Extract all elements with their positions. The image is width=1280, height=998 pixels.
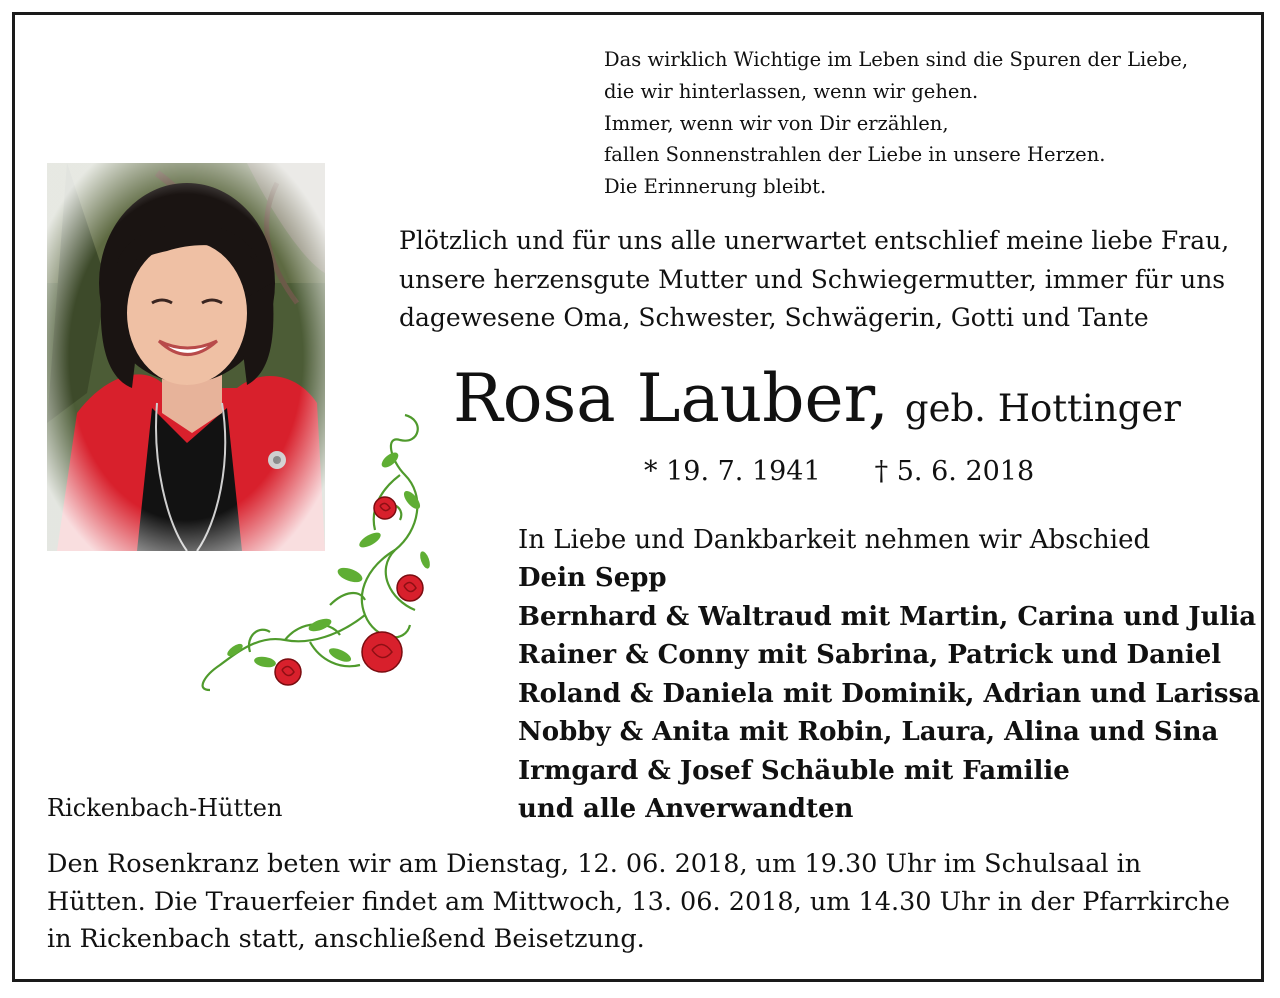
quote-line: Das wirklich Wichtige im Leben sind die Spuren der Liebe, — [604, 48, 1189, 71]
memorial-quote — [604, 44, 1188, 203]
quote-line: Immer, wenn wir von Dir erzählen, — [604, 111, 949, 135]
footer-line: Den Rosenkranz beten wir am Dienstag, 12. 06. 2018, um 19.30 Uhr im Schulsaal in — [47, 849, 1142, 879]
quote-line: fallen Sonnenstrahlen der Liebe in unsere Herzen. — [604, 143, 1106, 167]
birth-name: geb. Hottinger — [904, 387, 1181, 430]
family-line: Irmgard & Josef Schäuble mit Familie — [518, 755, 1070, 786]
life-dates — [644, 456, 1034, 487]
place-name: Rickenbach-Hütten — [47, 794, 283, 822]
deceased-name: Rosa Lauber, — [453, 360, 889, 437]
family-line: Rainer & Conny mit Sabrina, Patrick und Daniel — [518, 640, 1222, 670]
birth-date: * 19. 7. 1941 — [644, 456, 821, 487]
service-details — [47, 846, 1230, 959]
intro-line: Plötzlich und für uns alle unerwartet entschlief meine liebe Frau, — [399, 226, 1230, 255]
family-line: und alle Anverwandten — [518, 794, 854, 824]
death-date: † 5. 6. 2018 — [874, 456, 1035, 487]
family-line: Roland & Daniela mit Dominik, Adrian und Larissa — [518, 678, 1261, 709]
quote-line: Die Erinnerung bleibt. — [604, 175, 827, 199]
family-line: Dein Sepp — [518, 563, 667, 593]
rose-ornament — [190, 400, 440, 700]
family-line: Bernhard & Waltraud mit Martin, Carina und Julia — [518, 601, 1257, 632]
quote-line: die wir hinterlassen, wenn wir gehen. — [604, 79, 979, 103]
intro-text — [399, 222, 1229, 338]
footer-line: in Rickenbach statt, anschließend Beisetzung. — [47, 924, 645, 954]
footer-line: Hütten. Die Trauerfeier findet am Mittwoch, 13. 06. 2018, um 14.30 Uhr in der Pfarrkirche — [47, 886, 1231, 917]
intro-line: dagewesene Oma, Schwester, Schwägerin, Gotti und Tante — [399, 303, 1149, 332]
deceased-name-line — [453, 360, 1181, 437]
intro-line: unsere herzensgute Mutter und Schwiegermutter, immer für uns — [399, 264, 1226, 294]
farewell-line: In Liebe und Dankbarkeit nehmen wir Abschied — [518, 525, 1151, 555]
family-line: Nobby & Anita mit Robin, Laura, Alina und Sina — [518, 717, 1219, 747]
family-list — [518, 559, 1260, 829]
